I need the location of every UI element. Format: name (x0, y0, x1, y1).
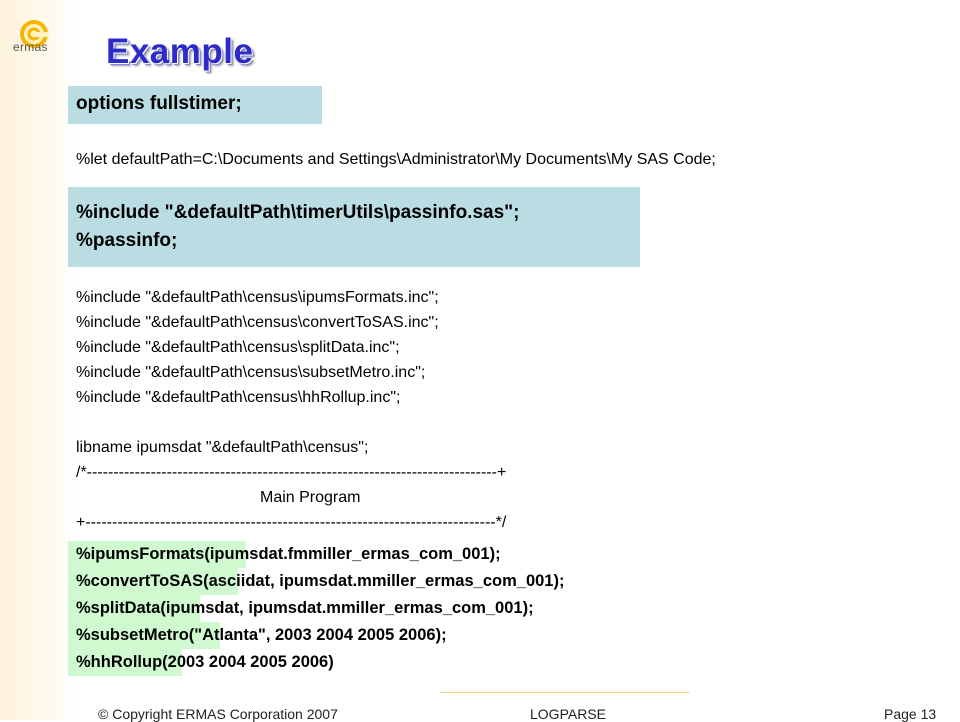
code-line-let: %let defaultPath=C:\Documents and Settings\Administrator\My Documents\My SAS Code; (76, 151, 716, 168)
slide-title: Example (106, 32, 254, 71)
footer-title: LOGPARSE (530, 706, 606, 722)
footer-copyright: © Copyright ERMAS Corporation 2007 (98, 706, 338, 722)
code-line-include-4: %include "&defaultPath\census\subsetMetro.inc"; (76, 364, 426, 381)
logo-text: ermas (13, 40, 48, 54)
code-call-converttosas: %convertToSAS(asciidat, ipumsdat.mmiller_ermas_com_001); (76, 572, 565, 590)
footer-page-number: Page 13 (884, 706, 937, 722)
footer-divider (440, 692, 690, 693)
code-comment-bottom: +-----------------------------------------------------------------------------*/ (76, 514, 507, 531)
code-line-passinfo: %passinfo; (76, 230, 178, 251)
sidebar-band (0, 0, 76, 720)
code-comment-top: /*-----------------------------------------------------------------------------+ (76, 464, 507, 481)
code-call-hhrollup: %hhRollup(2003 2004 2005 2006) (76, 653, 334, 671)
code-line-include-1: %include "&defaultPath\census\ipumsFormats.inc"; (76, 289, 439, 306)
code-line-include-3: %include "&defaultPath\census\splitData.inc"; (76, 339, 400, 356)
code-line-include-2: %include "&defaultPath\census\convertToSAS.inc"; (76, 314, 439, 331)
ermas-logo-icon (14, 8, 58, 68)
code-line-libname: libname ipumsdat "&defaultPath\census"; (76, 439, 369, 456)
code-call-splitdata: %splitData(ipumsdat, ipumsdat.mmiller_ermas_com_001); (76, 599, 534, 617)
include-highlight (68, 187, 640, 267)
code-comment-title: Main Program (260, 489, 361, 506)
code-line-include-passinfo: %include "&defaultPath\timerUtils\passinfo.sas"; (76, 202, 520, 223)
code-line-options: options fullstimer; (76, 93, 242, 114)
code-call-subsetmetro: %subsetMetro("Atlanta", 2003 2004 2005 2006); (76, 626, 447, 644)
code-call-ipumsformats: %ipumsFormats(ipumsdat.fmmiller_ermas_com_001); (76, 545, 501, 563)
code-line-include-5: %include "&defaultPath\census\hhRollup.inc"; (76, 389, 401, 406)
